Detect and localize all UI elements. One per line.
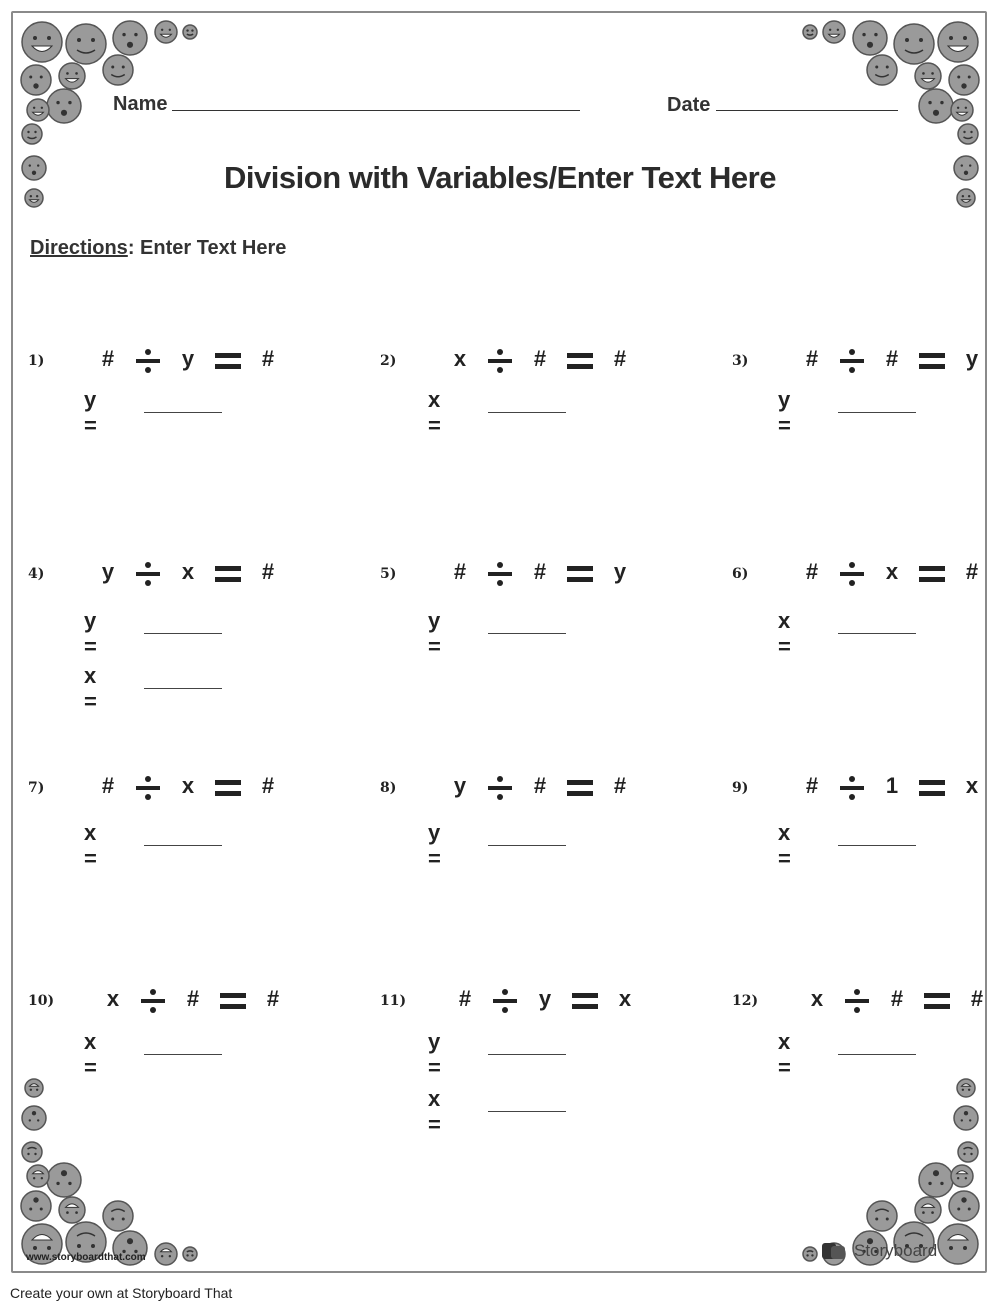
- problem-number: 10): [28, 993, 55, 1009]
- equation-term: #: [885, 346, 899, 371]
- division-sign-icon: [844, 987, 870, 1015]
- create-your-own-link[interactable]: Create your own at Storyboard That: [10, 1285, 233, 1301]
- answer-blank[interactable]: [488, 1111, 566, 1112]
- answer-blank[interactable]: [144, 688, 222, 689]
- equals-sign-icon: [924, 992, 950, 1010]
- answer-label: x =: [778, 1029, 791, 1080]
- answer-label: y =: [428, 608, 441, 659]
- equation-term: x: [181, 559, 195, 584]
- equation-term: x: [965, 773, 979, 798]
- problem-number: 9): [732, 780, 749, 796]
- equation-term: #: [805, 559, 819, 584]
- equation-term: #: [453, 559, 467, 584]
- emoji-faces-decoration-icon: [14, 1072, 204, 1272]
- division-sign-icon: [140, 987, 166, 1015]
- equation-term: #: [805, 346, 819, 371]
- problem-number: 6): [732, 566, 749, 582]
- answer-label: x =: [428, 387, 441, 438]
- answer-label: x =: [428, 1086, 441, 1137]
- directions: [30, 237, 286, 260]
- equals-sign-icon: [919, 352, 945, 370]
- problem-number: 8): [380, 780, 397, 796]
- equation-term: 1: [885, 773, 899, 798]
- problem-number: 4): [28, 566, 45, 582]
- equation-term: #: [261, 773, 275, 798]
- page-title: Division with Variables/Enter Text Here: [224, 160, 776, 195]
- answer-blank[interactable]: [144, 845, 222, 846]
- division-sign-icon: [839, 774, 865, 802]
- answer-blank[interactable]: [488, 1054, 566, 1055]
- equation-term: #: [533, 559, 547, 584]
- equals-sign-icon: [567, 565, 593, 583]
- answer-blank[interactable]: [488, 412, 566, 413]
- equals-sign-icon: [215, 779, 241, 797]
- equation-term: y: [453, 773, 467, 798]
- equation-term: #: [533, 773, 547, 798]
- date-field[interactable]: [716, 110, 898, 111]
- equation-term: #: [186, 986, 200, 1011]
- division-sign-icon: [839, 347, 865, 375]
- directions-text: Enter Text Here: [140, 237, 287, 259]
- equation-term: #: [101, 346, 115, 371]
- equation-term: #: [266, 986, 280, 1011]
- equals-sign-icon: [919, 565, 945, 583]
- date-label: Date: [667, 94, 711, 116]
- answer-label: x =: [84, 820, 97, 871]
- equation-term: #: [965, 559, 979, 584]
- equals-sign-icon: [919, 779, 945, 797]
- answer-blank[interactable]: [144, 412, 222, 413]
- name-label: Name: [113, 93, 168, 115]
- equation-term: x: [618, 986, 632, 1011]
- equation-term: y: [101, 559, 115, 584]
- name-field[interactable]: [172, 110, 580, 111]
- equation-term: #: [101, 773, 115, 798]
- answer-label: y =: [84, 387, 97, 438]
- equation-term: y: [538, 986, 552, 1011]
- division-sign-icon: [839, 560, 865, 588]
- equation-term: x: [453, 346, 467, 371]
- equation-term: #: [458, 986, 472, 1011]
- answer-label: y =: [428, 820, 441, 871]
- division-sign-icon: [487, 560, 513, 588]
- equation-term: y: [181, 346, 195, 371]
- equals-sign-icon: [215, 565, 241, 583]
- answer-blank[interactable]: [144, 1054, 222, 1055]
- equation-term: #: [261, 559, 275, 584]
- answer-blank[interactable]: [838, 1054, 916, 1055]
- division-sign-icon: [135, 774, 161, 802]
- equation-term: #: [613, 773, 627, 798]
- equation-term: x: [106, 986, 120, 1011]
- equation-term: #: [805, 773, 819, 798]
- answer-blank[interactable]: [838, 633, 916, 634]
- division-sign-icon: [135, 560, 161, 588]
- division-sign-icon: [487, 347, 513, 375]
- answer-label: y =: [428, 1029, 441, 1080]
- answer-blank[interactable]: [488, 845, 566, 846]
- equation-term: #: [261, 346, 275, 371]
- answer-blank[interactable]: [144, 633, 222, 634]
- problem-number: 12): [732, 993, 759, 1009]
- storyboard-logo-text: Storyboard: [854, 1241, 938, 1260]
- equals-sign-icon: [567, 352, 593, 370]
- problem-number: 3): [732, 353, 749, 369]
- equals-sign-icon: [572, 992, 598, 1010]
- equation-term: x: [810, 986, 824, 1011]
- equation-term: #: [970, 986, 984, 1011]
- division-sign-icon: [135, 347, 161, 375]
- directions-separator: :: [127, 237, 135, 259]
- answer-blank[interactable]: [838, 845, 916, 846]
- equation-term: #: [533, 346, 547, 371]
- answer-label: x =: [84, 1029, 97, 1080]
- equation-term: #: [613, 346, 627, 371]
- answer-label: x =: [84, 663, 97, 714]
- problem-number: 7): [28, 780, 45, 796]
- equation-term: x: [181, 773, 195, 798]
- division-sign-icon: [492, 987, 518, 1015]
- answer-label: x =: [778, 608, 791, 659]
- equals-sign-icon: [567, 779, 593, 797]
- equation-term: y: [613, 559, 627, 584]
- equation-term: x: [885, 559, 899, 584]
- problem-number: 1): [28, 353, 45, 369]
- answer-label: y =: [84, 608, 97, 659]
- answer-label: y =: [778, 387, 791, 438]
- equals-sign-icon: [220, 992, 246, 1010]
- equals-sign-icon: [215, 352, 241, 370]
- answer-blank[interactable]: [838, 412, 916, 413]
- storyboard-logo-icon: [820, 1240, 850, 1262]
- directions-label: Directions: [30, 237, 128, 259]
- equation-term: y: [965, 346, 979, 371]
- problem-number: 2): [380, 353, 397, 369]
- division-sign-icon: [487, 774, 513, 802]
- answer-label: x =: [778, 820, 791, 871]
- answer-blank[interactable]: [488, 633, 566, 634]
- problem-number: 11): [380, 993, 407, 1009]
- storyboard-logo: [820, 1240, 937, 1262]
- problem-number: 5): [380, 566, 397, 582]
- equation-term: #: [890, 986, 904, 1011]
- footer-url: www.storyboardthat.com: [26, 1252, 146, 1263]
